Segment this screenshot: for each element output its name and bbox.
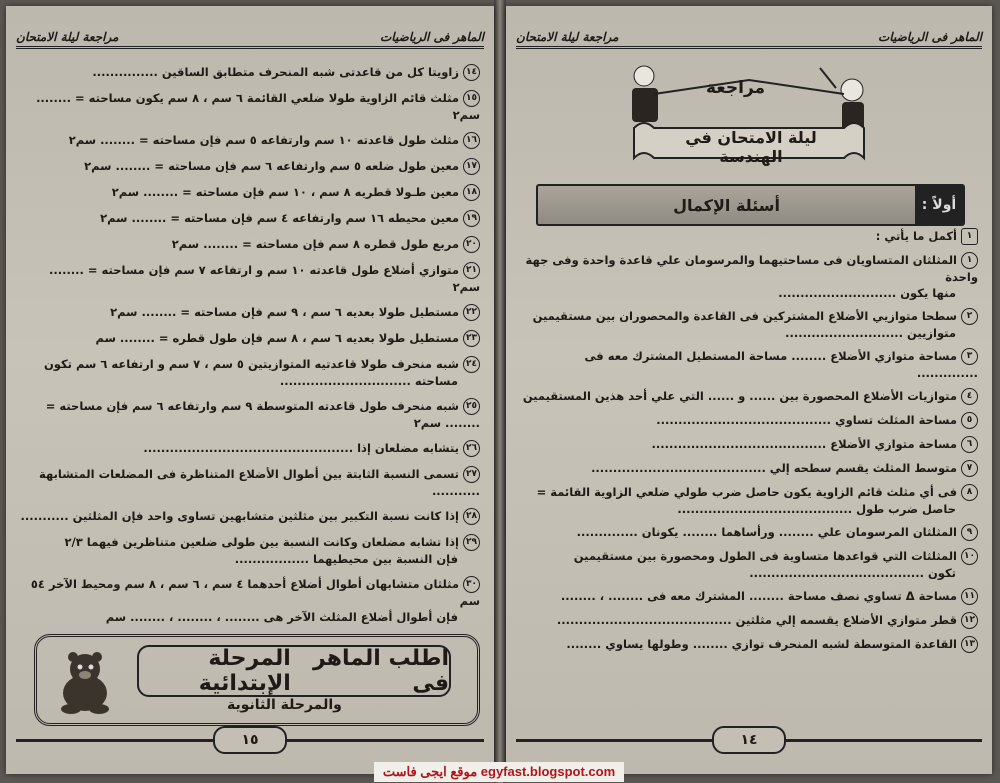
question-text: القاعدة المتوسطة لشبه المنحرف توازي ........ وطولها يساوي ........ — [566, 637, 957, 651]
question-item — [20, 304, 480, 321]
question-number: ١٩ — [463, 210, 480, 227]
banner-prefix: اطلب الماهر فى — [313, 646, 449, 696]
header-book-title: الماهر فى الرياضيات — [878, 30, 982, 44]
question-text: مستطيل طولا بعديه ٦ سم ، ٩ سم فإن مساحته = ........ سم٢ — [110, 305, 459, 319]
question-text: فى أي مثلث قائم الزاوية يكون حاصل ضرب طولي ضلعي الزاوية القائمة = — [536, 485, 957, 499]
question-number: ١ — [961, 252, 978, 269]
question-item — [520, 252, 978, 301]
question-continuation: فإن أطوال أضلاع المثلث الآخر هى ........ ، ........ ، ........ سم — [105, 610, 458, 624]
question-number: ٢٢ — [463, 304, 480, 321]
header-chapter-title: مراجعة ليلة الامتحان — [516, 30, 619, 44]
question-item — [520, 548, 978, 581]
header-book-title: الماهر فى الرياضيات — [380, 30, 484, 44]
question-item — [20, 534, 480, 567]
question-text: معين طول ضلعه ٥ سم وارتفاعه ٦ سم فإن مساحته = ........ سم٢ — [84, 159, 459, 173]
question-item — [520, 484, 978, 517]
question-text: شبه منحرف طولا قاعدتيه المتوازيتين ٥ سم ، ٧ سم و ارتفاعه ٦ سم تكون — [43, 357, 459, 371]
question-item — [20, 236, 480, 253]
question-number: ٩ — [961, 524, 978, 541]
question-continuation: مساحته .............................. — [279, 374, 458, 388]
left-page-footer — [16, 726, 484, 754]
instruction-row — [520, 228, 978, 250]
question-item — [20, 330, 480, 347]
banner-sub-text: والمرحلة الثانوية — [227, 697, 342, 713]
question-text: المثلثان المتساويان فى مساحتيهما والمرسومان علي قاعدة واحدة وفى جهة واحدة — [525, 253, 978, 284]
bear-mascot-icon — [45, 645, 125, 715]
question-continuation: حاصل ضرب طول ........................................ — [677, 502, 956, 516]
book-spine — [494, 0, 506, 783]
question-item — [520, 588, 978, 605]
question-number: ١٨ — [463, 184, 480, 201]
question-number: ٧ — [961, 460, 978, 477]
question-item — [20, 508, 480, 525]
section-bar — [536, 184, 965, 226]
question-text: تسمى النسبة الثابتة بين أطوال الأضلاع المتناظرة فى المضلعات المتشابهة ........... — [39, 467, 480, 498]
question-item — [520, 524, 978, 541]
review-title-top: مراجعة — [706, 78, 766, 98]
right-page-header — [516, 14, 982, 49]
question-text: المثلثان المرسومان علي ........ ورأساهما ........ يكونان .............. — [576, 525, 957, 539]
question-number: ١١ — [961, 588, 978, 605]
question-item — [520, 412, 978, 429]
question-text: متوازيات الأضلاع المحصورة بين ...... و ...... التي علي أحد هذين المستقيمين — [522, 389, 957, 403]
question-number: ٣ — [961, 348, 978, 365]
question-text: مثلثان متشابهان أطوال أضلاع أحدهما ٤ سم ، ٦ سم ، ٨ سم ومحيط الآخر ٥٤ سم — [30, 577, 480, 608]
question-number: ٥ — [961, 412, 978, 429]
question-number: ٢٨ — [463, 508, 480, 525]
question-number: ١٢ — [961, 612, 978, 629]
question-continuation: متوازيين ........................... — [785, 326, 956, 340]
question-number: ٢٥ — [463, 398, 480, 415]
page-number: ١٥ — [213, 726, 287, 754]
question-text: مساحة متوازي الأضلاع ........................................ — [651, 437, 957, 451]
question-number: ١٤ — [463, 64, 480, 81]
question-number: ٢٦ — [463, 440, 480, 457]
question-text: يتشابه مضلعان إذا ................................................ — [143, 441, 459, 455]
question-number: ٢ — [961, 308, 978, 325]
question-item — [520, 436, 978, 453]
question-number: ٨ — [961, 484, 978, 501]
question-text: متوازي أضلاع طول قاعدته ١٠ سم و ارتفاعه ٧ سم فإن مساحته = ........ سم٢ — [48, 263, 480, 294]
instruction-number: ١ — [961, 228, 978, 245]
question-item — [20, 440, 480, 457]
question-item — [520, 388, 978, 405]
right-question-list — [520, 252, 978, 660]
question-item — [520, 460, 978, 477]
section-tab: أولاً : — [915, 186, 963, 224]
question-item — [20, 90, 480, 123]
question-text: مساحة متوازي الأضلاع ........ مساحة المستطيل المشترك معه فى .............. — [584, 349, 978, 380]
banner-main-text: المرحلة الإبتدائية — [198, 646, 291, 696]
review-title-main: ليلة الامتحان في الهندسة — [685, 128, 817, 166]
question-continuation: فإن النسبة بين محيطيهما ................. — [234, 552, 458, 566]
question-number: ٢١ — [463, 262, 480, 279]
section-title: أسئلة الإكمال — [673, 195, 780, 215]
question-text: مساحة Δ تساوي نصف مساحة ........ المشترك معه فى ........ ، ........ — [560, 589, 957, 603]
question-number: ٢٠ — [463, 236, 480, 253]
clown-illustration-icon — [820, 68, 864, 132]
question-text: المثلثات التي قواعدها متساوية فى الطول ومحصورة بين مستقيمين — [573, 549, 957, 563]
page-number: ١٤ — [712, 726, 786, 754]
question-text: مربع طول قطره ٨ سم فإن مساحته = ........ سم٢ — [171, 237, 459, 251]
question-number: ٢٧ — [463, 466, 480, 483]
question-number: ٤ — [961, 388, 978, 405]
question-text: مساحة المثلث تساوي ........................................ — [656, 413, 957, 427]
question-number: ١٣ — [961, 636, 978, 653]
question-text: شبه منحرف طول قاعدته المتوسطة ٩ سم وارتفاعه ٦ سم فإن مساحته = ........ سم٢ — [45, 399, 480, 430]
question-item — [20, 64, 480, 81]
question-item — [520, 308, 978, 341]
watermark-label: موقع ايجى فاست egyfast.blogspot.com — [374, 762, 624, 782]
question-text: مثلث قائم الزاوية طولا ضلعي القائمة ٦ سم ، ٨ سم يكون مساحته = ........ سم٢ — [36, 91, 480, 122]
right-page-footer — [516, 726, 982, 754]
question-item — [20, 158, 480, 175]
banner-main-frame — [137, 645, 451, 697]
question-text: متوسط المثلث يقسم سطحه إلي ........................................ — [591, 461, 957, 475]
question-text: مستطيل طولا بعديه ٦ سم ، ٨ سم فإن طول قطره = ........ سم — [95, 331, 459, 345]
question-text: معين طـولا قطريه ٨ سم ، ١٠ سم فإن مساحته = ........ سم٢ — [111, 185, 459, 199]
header-chapter-title: مراجعة ليلة الامتحان — [16, 30, 119, 44]
left-page-header — [16, 14, 484, 49]
question-item — [520, 612, 978, 629]
question-text: إذا تشابه مضلعان وكانت النسبة بين طولى ضلعين متناظرين فيهما ٢/٣ — [64, 535, 459, 549]
question-item — [20, 356, 480, 389]
question-number: ٢٣ — [463, 330, 480, 347]
question-item — [20, 398, 480, 431]
question-item — [520, 636, 978, 653]
ad-banner — [34, 634, 480, 726]
instruction-text: أكمل ما يأتي : — [875, 229, 957, 243]
question-item — [20, 132, 480, 149]
question-item — [20, 576, 480, 625]
left-page — [6, 6, 494, 774]
question-text: سطحا متوازيي الأضلاع المشتركين فى القاعدة والمحصوران بين مستقيمين — [532, 309, 957, 323]
question-number: ٦ — [961, 436, 978, 453]
question-text: قطر متوازي الأضلاع يقسمه إلي مثلثين ........................................ — [556, 613, 957, 627]
question-item — [20, 210, 480, 227]
question-text: مثلث طول قاعدته ١٠ سم وارتفاعه ٥ سم فإن مساحته = ........ سم٢ — [68, 133, 459, 147]
question-continuation: تكون ........................................ — [749, 566, 956, 580]
question-continuation: منها يكون ........................... — [778, 286, 956, 300]
question-number: ١٥ — [463, 90, 480, 107]
right-page — [506, 6, 992, 774]
question-item — [20, 466, 480, 499]
question-number: ٢٤ — [463, 356, 480, 373]
question-text: إذا كانت نسبة التكبير بين مثلثين متشابهين تساوى واحد فإن المثلثين ........... — [20, 509, 459, 523]
question-text: زاويتا كل من قاعدتى شبه المنحرف متطابق الساقين ............... — [92, 65, 459, 79]
left-question-list — [20, 64, 480, 634]
question-number: ٢٩ — [463, 534, 480, 551]
question-number: ١٧ — [463, 158, 480, 175]
question-number: ١٦ — [463, 132, 480, 149]
question-item — [20, 262, 480, 295]
question-number: ١٠ — [961, 548, 978, 565]
question-number: ٣٠ — [463, 576, 480, 593]
question-text: معين محيطه ١٦ سم وارتفاعه ٤ سم فإن مساحته = ........ سم٢ — [100, 211, 459, 225]
question-item — [20, 184, 480, 201]
question-item — [520, 348, 978, 381]
